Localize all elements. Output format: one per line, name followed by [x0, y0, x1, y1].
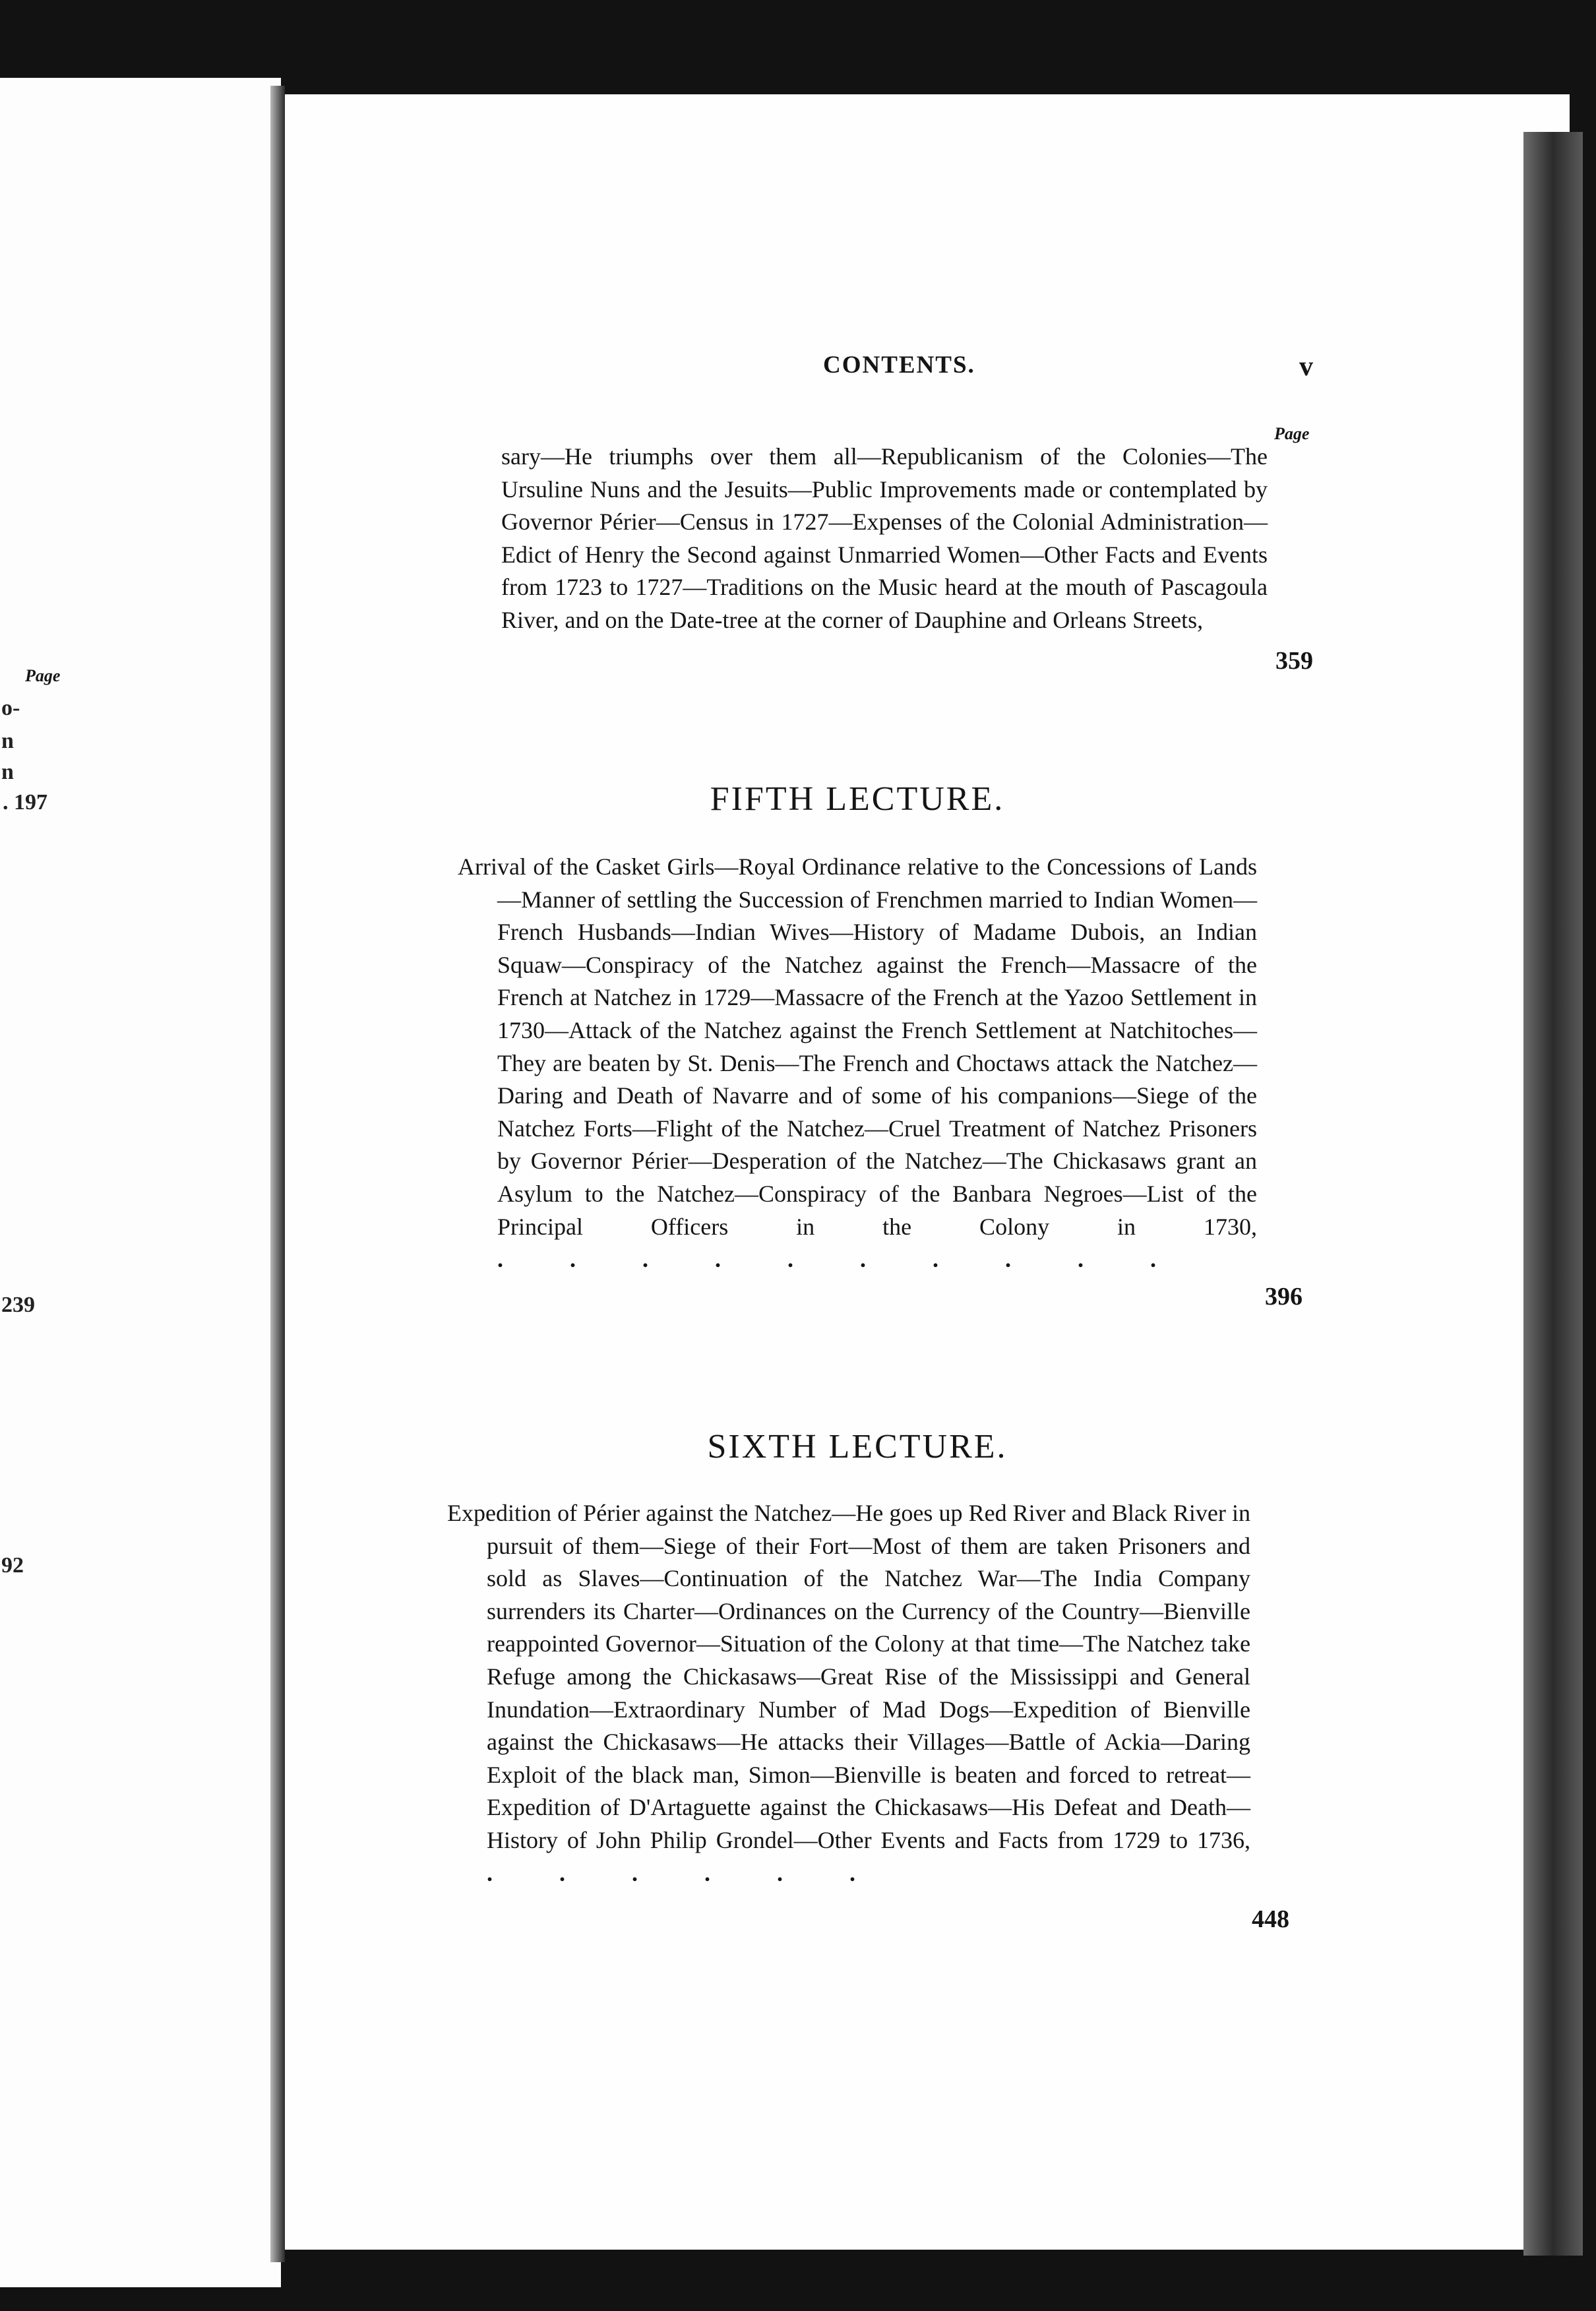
left-page-number: . 197: [3, 790, 47, 815]
left-page-label: Page: [25, 666, 61, 685]
page-column-label: Page: [1274, 424, 1310, 443]
left-fragment: n: [1, 729, 14, 753]
continued-synopsis: [501, 441, 1268, 637]
page-number: 359: [1275, 647, 1313, 675]
page-edge: [1523, 132, 1583, 2256]
folio: v: [1299, 352, 1313, 382]
dot-leader: . . . . . . . . . .: [497, 1246, 1186, 1273]
dot-leader: . . . . . .: [487, 1859, 886, 1886]
left-fragment: n: [1, 760, 14, 784]
running-head: CONTENTS.: [823, 352, 975, 379]
left-fragment: o-: [1, 696, 20, 720]
synopsis-text: Expedition of Périer against the Natchez—He goes up Red River and Black River in pursuit of them—Siege of their Fort—Most of them are taken Prisoners and sold as Slaves—Continuation of the Natchez War—The India Company surrenders its Charter—Ordinances on the Currency of the Country—Bienville reappointed Governor—Situation of the Colony at that time—The Natchez take Refuge among the Chickasaws—Great Rise of the Mississippi and General Inundation—Extraordinary Number of Mad Dogs—Expedition of Bienville against the Chickasaws—He attacks their Villages—Battle of Ackia—Daring Exploit of the black man, Simon—Bienville is beaten and forced to retreat—Expedition of D'Artaguette against the Chickasaws—His Defeat and Death—History of John Philip Grondel—Other Events and Facts from 1729 to 1736,: [447, 1500, 1250, 1853]
lecture-synopsis: [447, 1497, 1250, 1890]
synopsis-text: sary—He triumphs over them all—Republicanism of the Colonies—The Ursuline Nuns and the Jesuits—Public Improvements made or contemplated by Governor Périer—Census in 1727—Expenses of the Colonial Administration—Edict of Henry the Second against Unmarried Women—Other Facts and Events from 1723 to 1727—Traditions on the Music heard at the mouth of Pascagoula River, and on the Date-tree at the corner of Dauphine and Orleans Streets,: [501, 443, 1268, 633]
left-page-number: 92: [1, 1553, 24, 1578]
lecture-heading: SIXTH LECTURE.: [707, 1428, 1008, 1465]
page-number: 448: [1252, 1905, 1289, 1933]
lecture-heading: FIFTH LECTURE.: [710, 780, 1005, 818]
left-page: [0, 78, 281, 2287]
page-number: 396: [1265, 1283, 1303, 1310]
book-gutter: [270, 86, 285, 2262]
synopsis-text: Arrival of the Casket Girls—Royal Ordinance relative to the Concessions of Lands—Manner of settling the Succession of Frenchmen married to Indian Women—French Husbands—Indian Wives—History of Madame Dubois, an Indian Squaw—Conspiracy of the Natchez against the French—Massacre of the French at Natchez in 1729—Massacre of the French at the Yazoo Settlement in 1730—Attack of the Natchez against the French Settlement at Natchitoches—They are beaten by St. Denis—The French and Choctaws attack the Natchez—Daring and Death of Navarre and of some of his companions—Siege of the Natchez Forts—Flight of the Natchez—Cruel Treatment of Natchez Prisoners by Governor Périer—Desperation of the Natchez—The Chickasaws grant an Asylum to the Natchez—Conspiracy of the Banbara Negroes—List of the Principal Officers in the Colony in 1730,: [458, 853, 1257, 1240]
left-page-number: 239: [1, 1293, 35, 1317]
lecture-synopsis: [458, 851, 1257, 1276]
